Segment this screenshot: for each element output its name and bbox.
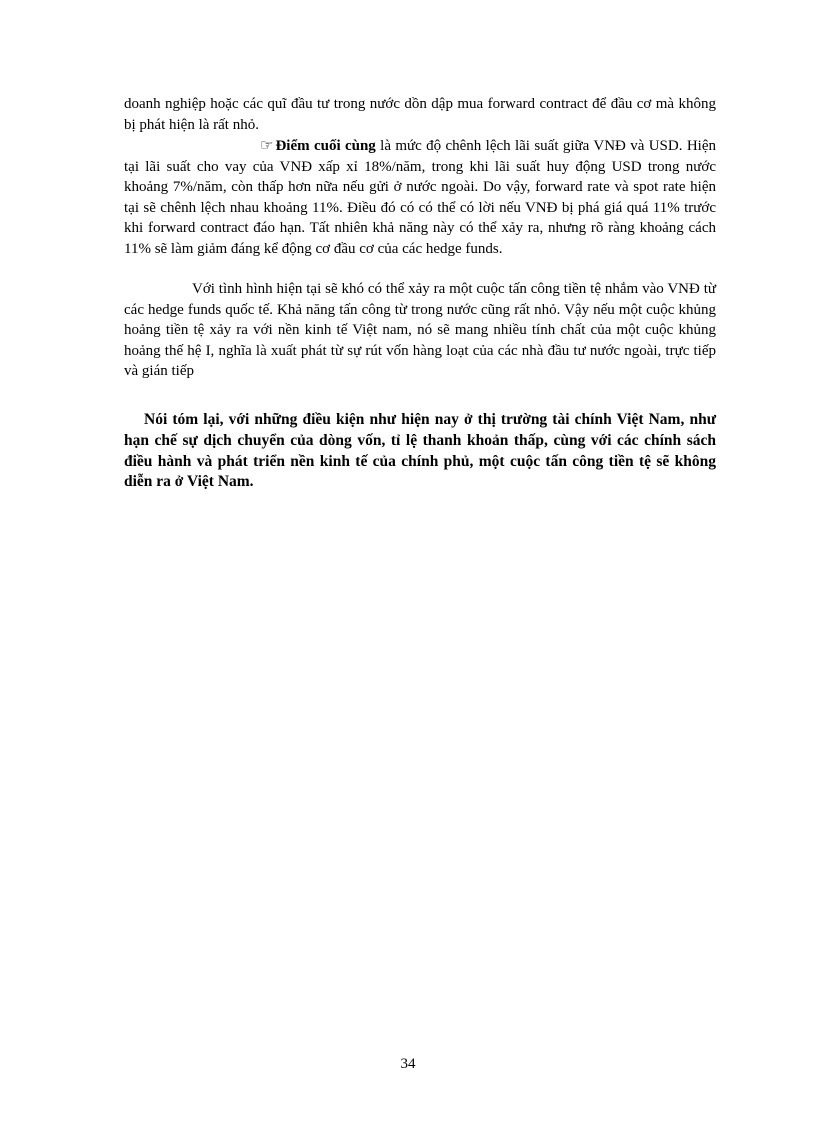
- paragraph-body: là mức độ chênh lệch lãi suất giữa VNĐ và USD. Hiện tại lãi suất cho vay của VNĐ xấp xỉ 18%/năm, trong khi lãi suất huy động USD trong nước khoảng 7%/năm, còn thấp hơn nữa nếu gửi ở nước ngoài. Do vậy, forward rate và spot rate hiện tại sẽ chênh lệch nhau khoảng 11%. Điều đó có có thể có lời nếu VNĐ bị phá giá quá 11% trước khi forward contract đáo hạn. Tất nhiên khả năng này có thể xảy ra, nhưng rõ ràng khoảng cách 11% sẽ làm giảm đáng kể động cơ đầu cơ của các hedge funds.: [124, 138, 716, 257]
- paragraph-forward-contract: doanh nghiệp hoặc các quĩ đầu tư trong nước dồn dập mua forward contract để đầu cơ mà không bị phát hiện là rất nhỏ.: [124, 96, 716, 133]
- page-number: 34: [400, 1056, 416, 1072]
- conclusion-paragraph: Nói tóm lại, với những điều kiện như hiện nay ở thị trường tài chính Việt Nam, như hạn chế sự dịch chuyển của dòng vốn, tỉ lệ thanh khoản thấp, cùng với các chính sách điều hành và phát triển nền kinh tế của chính phủ, một cuộc tấn công tiền tệ sẽ không diễn ra ở Việt Nam.: [124, 411, 716, 491]
- paragraph-lead-bold: Điểm cuối cùng: [275, 138, 376, 154]
- paragraph-current-situation: Với tình hình hiện tại sẽ khó có thể xảy ra một cuộc tấn công tiền tệ nhắm vào VNĐ từ các hedge funds quốc tế. Khả năng tấn công từ trong nước cũng rất nhỏ. Vậy nếu một cuộc khủng hoảng tiền tệ xảy ra với nền kinh tế Việt nam, nó sẽ mang nhiều tính chất của một cuộc khủng hoảng thế hệ I, nghĩa là xuất phát từ sự rút vốn hàng loạt của các nhà đầu tư nước ngoài, trực tiếp và gián tiếp: [124, 281, 716, 380]
- paragraph-interest-rate-difference: [124, 136, 716, 260]
- pointing-hand-icon: ☞: [260, 138, 274, 154]
